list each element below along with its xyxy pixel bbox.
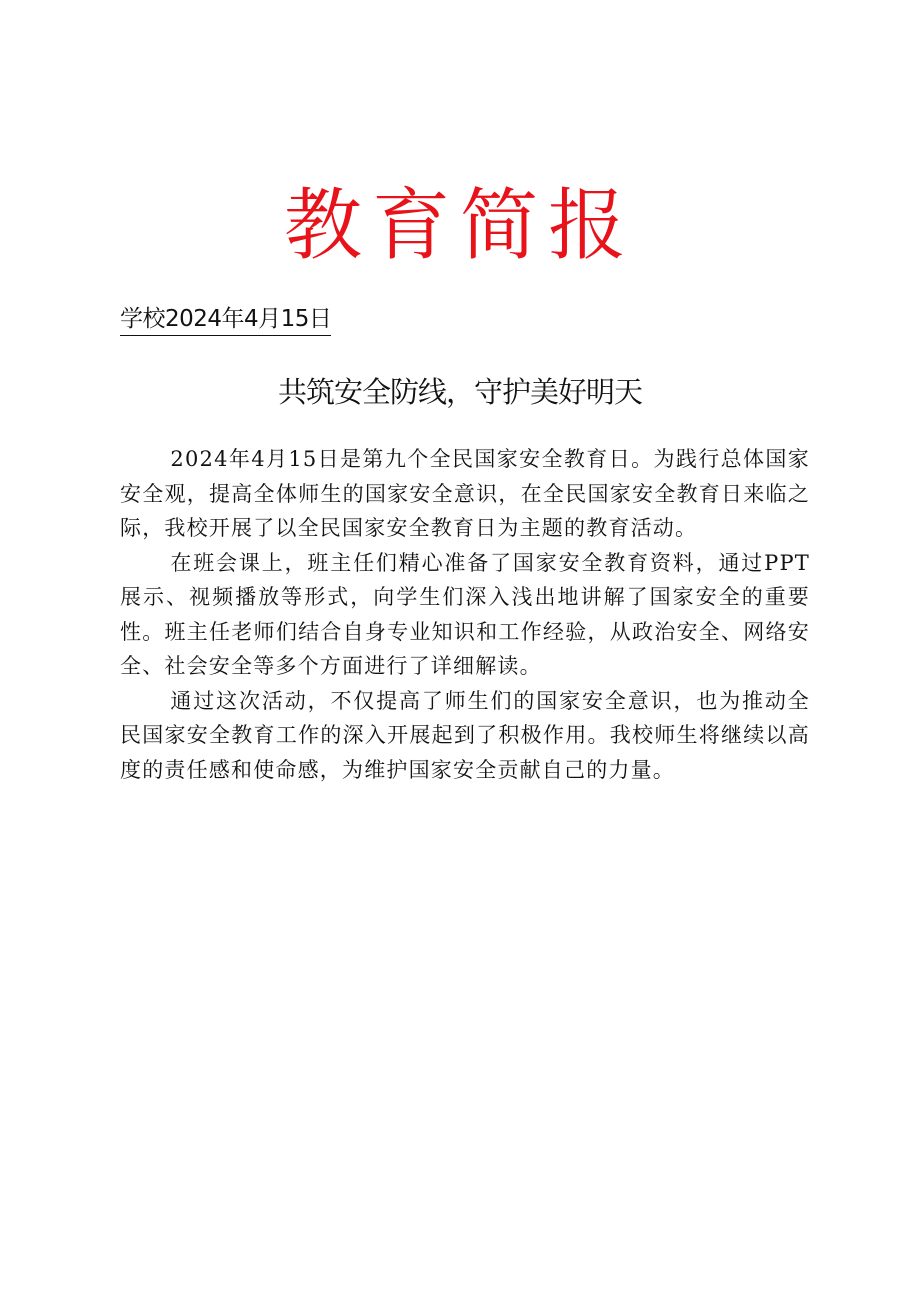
article-body <box>120 442 810 787</box>
newsletter-masthead: 教育简报 <box>283 181 636 271</box>
article-paragraph: 2024年4月15日是第九个全民国家安全教育日。为践行总体国家安全观，提高全体师生的国家安全意识，在全民国家安全教育日来临之际，我校开展了以全民国家安全教育日为主题的教育活动。 <box>120 447 810 540</box>
school-dateline: 学校2024年4月15日 <box>120 303 331 336</box>
article-paragraph: 通过这次活动，不仅提高了师生们的国家安全意识，也为推动全民国家安全教育工作的深入开展起到了积极作用。我校师生将继续以高度的责任感和使命感，为维护国家安全贡献自己的力量。 <box>120 688 810 782</box>
article-headline: 共筑安全防线，守护美好明天 <box>277 375 642 409</box>
article-paragraph: 在班会课上，班主任们精心准备了国家安全教育资料，通过PPT展示、视频播放等形式，向学生们深入浅出地讲解了国家安全的重要性。班主任老师们结合自身专业知识和工作经验，从政治安全、网络安全、社会安全等多个方面进行了详细解读。 <box>120 550 810 678</box>
